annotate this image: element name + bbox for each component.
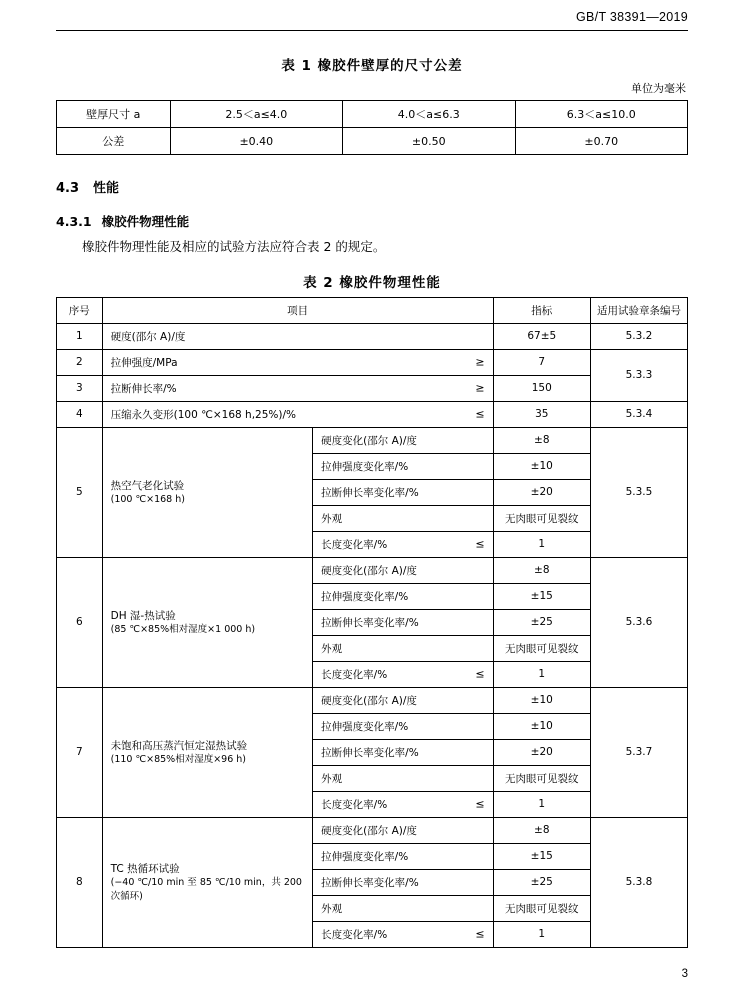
table2-g7-s1-text: 硬度变化(邵尔 A)/度 [321,694,417,707]
table2-g7-s2-text: 拉伸强度变化率/% [321,720,409,733]
table2-g5-s1-text: 硬度变化(邵尔 A)/度 [321,434,417,447]
table2-g7-s5 [313,791,493,817]
section-4-3-1-title: 橡胶件物理性能 [101,214,190,229]
table2-g6-s3-text: 拉断伸长率变化率/% [321,616,419,629]
table2-r4-clause: 5.3.4 [590,401,687,427]
table-row [57,427,688,453]
table-row [57,687,688,713]
table2-g6-title: DH 湿-热试验 [110,609,176,622]
table2 [56,297,688,948]
table-row [57,817,688,843]
table2-g6-s3 [313,609,493,635]
section-4-3-1-heading [56,212,688,230]
table2-g8-s1 [313,817,493,843]
page-header: GB/T 38391—2019 [576,10,688,24]
table2-g6-s5-compare: ≤ [475,667,485,681]
section-4-3-heading [56,177,688,196]
table2-g5-s5-spec: 1 [493,531,590,557]
table2-g8-s5-text: 长度变化率/% [321,928,388,941]
table2-r1-spec: 67±5 [493,323,590,349]
table-row [57,101,688,128]
table2-g8-s5-spec: 1 [493,921,590,947]
table1-r0-label: 壁厚尺寸 a [57,101,171,128]
page-content [56,40,688,948]
table1-r0-c2: 6.3＜a≤10.0 [515,101,688,128]
table2-g8-s4-spec: 无肉眼可见裂纹 [493,895,590,921]
table-row [57,323,688,349]
table2-g8-s2-text: 拉伸强度变化率/% [321,850,409,863]
table1-r1-label: 公差 [57,128,171,155]
table2-g5-s5-compare: ≤ [475,537,485,551]
table1-r1-c2: ±0.70 [515,128,688,155]
table2-g6-s5 [313,661,493,687]
table2-g6-s1-text: 硬度变化(邵尔 A)/度 [321,564,417,577]
table2-g5-s5-text: 长度变化率/% [321,538,388,551]
table1-r0-c0: 2.5＜a≤4.0 [170,101,342,128]
table2-g6-s1-spec: ±8 [493,557,590,583]
table2-g7-s3-spec: ±20 [493,739,590,765]
table2-g5-s1 [313,427,493,453]
table2-r2-item-text: 拉伸强度/MPa [110,356,178,369]
table2-r2-item [102,349,493,375]
table2-g5-condition: (100 ℃×168 h) [110,493,185,505]
table2-g5-s2-spec: ±10 [493,453,590,479]
table2-g8-title-cell [102,817,313,947]
table2-g7-s5-text: 长度变化率/% [321,798,388,811]
table2-g6-condition: (85 ℃×85%相对湿度×1 000 h) [110,623,256,635]
table2-g6-s5-spec: 1 [493,661,590,687]
table2-g8-s5 [313,921,493,947]
table2-g7-s3 [313,739,493,765]
table2-g6-s5-text: 长度变化率/% [321,668,388,681]
table2-g7-s3-text: 拉断伸长率变化率/% [321,746,419,759]
section-4-3-title: 性能 [93,181,120,196]
table2-g8-title: TC 热循环试验 [110,862,180,875]
table2-g8-s1-spec: ±8 [493,817,590,843]
table2-r1-item [102,323,493,349]
table-row [57,349,688,375]
table1-r0-c1: 4.0＜a≤6.3 [343,101,515,128]
table2-g5-s1-spec: ±8 [493,427,590,453]
table2-g5-s4 [313,505,493,531]
table2-caption: 表 2 橡胶件物理性能 [303,274,441,291]
table2-r4-item-text: 压缩永久变形(100 ℃×168 h,25%)/% [110,408,296,421]
table2-g7-title: 未饱和高压蒸汽恒定湿热试验 [110,739,248,752]
table2-g5-s2-text: 拉伸强度变化率/% [321,460,409,473]
table2-g5-s5 [313,531,493,557]
table2-g6-s2 [313,583,493,609]
table2-g8-s2-spec: ±15 [493,843,590,869]
table2-header-clause: 适用试验章条编号 [590,297,687,323]
table2-g7-s1 [313,687,493,713]
table2-g6-s4-spec: 无肉眼可见裂纹 [493,635,590,661]
table2-g5-s3 [313,479,493,505]
table2-g7-s5-compare: ≤ [475,797,485,811]
table1-r1-c0: ±0.40 [170,128,342,155]
table2-g5-clause: 5.3.5 [590,427,687,557]
table2-header-spec: 指标 [493,297,590,323]
table2-g6-s2-spec: ±15 [493,583,590,609]
table2-g7-s4 [313,765,493,791]
table2-g8-condition: (−40 ℃/10 min 至 85 ℃/10 min，共 200 次循环) [110,876,302,902]
table2-g5-s3-spec: ±20 [493,479,590,505]
table2-g8-s4-text: 外观 [321,902,343,915]
table2-g6-index: 6 [57,557,103,687]
table2-g8-s3-spec: ±25 [493,869,590,895]
table2-r2-index: 2 [57,349,103,375]
table2-g8-index: 8 [57,817,103,947]
table1-caption: 表 1 橡胶件壁厚的尺寸公差 [281,58,463,74]
table2-g5-s3-text: 拉断伸长率变化率/% [321,486,419,499]
table-row [57,557,688,583]
table2-g5-index: 5 [57,427,103,557]
table2-g7-condition: (110 ℃×85%相对湿度×96 h) [110,753,247,765]
page-number: 3 [681,968,688,980]
table2-g8-s4 [313,895,493,921]
table2-g7-title-cell [102,687,313,817]
table2-g7-s2 [313,713,493,739]
table2-g5-s2 [313,453,493,479]
table2-header-index: 序号 [57,297,103,323]
table2-r4-compare: ≤ [475,407,485,421]
table-row [57,401,688,427]
table2-r1-index: 1 [57,323,103,349]
table2-r4-spec: 35 [493,401,590,427]
table2-g5-s4-text: 外观 [321,512,343,525]
table2-r2-clause: 5.3.3 [590,349,687,401]
table2-r2-spec: 7 [493,349,590,375]
table2-g7-index: 7 [57,687,103,817]
table2-r3-index: 3 [57,375,103,401]
table2-r3-item [102,375,493,401]
table2-r2-compare: ≥ [475,355,485,369]
table2-r4-index: 4 [57,401,103,427]
table2-g8-clause: 5.3.8 [590,817,687,947]
table2-r1-clause: 5.3.2 [590,323,687,349]
table2-g8-s2 [313,843,493,869]
table2-g6-title-cell [102,557,313,687]
table1-unit-note: 单位为毫米 [631,82,686,95]
table1-r1-c1: ±0.50 [343,128,515,155]
section-4-3-number: 4.3 [56,181,80,196]
table2-g8-s3-text: 拉断伸长率变化率/% [321,876,419,889]
table2-g6-clause: 5.3.6 [590,557,687,687]
table2-g6-s3-spec: ±25 [493,609,590,635]
table2-g8-s1-text: 硬度变化(邵尔 A)/度 [321,824,417,837]
table2-r3-spec: 150 [493,375,590,401]
table2-g7-clause: 5.3.7 [590,687,687,817]
header-divider [56,30,688,31]
table2-g7-s5-spec: 1 [493,791,590,817]
table2-g7-s1-spec: ±10 [493,687,590,713]
table2-header-row [57,297,688,323]
table2-g6-s4 [313,635,493,661]
table2-g7-s4-spec: 无肉眼可见裂纹 [493,765,590,791]
table2-g6-s1 [313,557,493,583]
table2-r1-item-text: 硬度(邵尔 A)/度 [110,330,186,343]
table2-g6-s2-text: 拉伸强度变化率/% [321,590,409,603]
table2-r4-item [102,401,493,427]
table2-g5-title: 热空气老化试验 [110,479,185,492]
section-4-3-1-paragraph: 橡胶件物理性能及相应的试验方法应符合表 2 的规定。 [82,239,386,254]
section-4-3-1-number: 4.3.1 [56,214,92,229]
table-row [57,128,688,155]
table2-g5-title-cell [102,427,313,557]
table2-g7-s4-text: 外观 [321,772,343,785]
table2-g6-s4-text: 外观 [321,642,343,655]
table2-g7-s2-spec: ±10 [493,713,590,739]
table1 [56,100,688,155]
table2-g8-s3 [313,869,493,895]
table2-g5-s4-spec: 无肉眼可见裂纹 [493,505,590,531]
table2-r3-item-text: 拉断伸长率/% [110,382,177,395]
table2-r3-compare: ≥ [475,381,485,395]
table2-header-item: 项目 [102,297,493,323]
table2-g8-s5-compare: ≤ [475,927,485,941]
